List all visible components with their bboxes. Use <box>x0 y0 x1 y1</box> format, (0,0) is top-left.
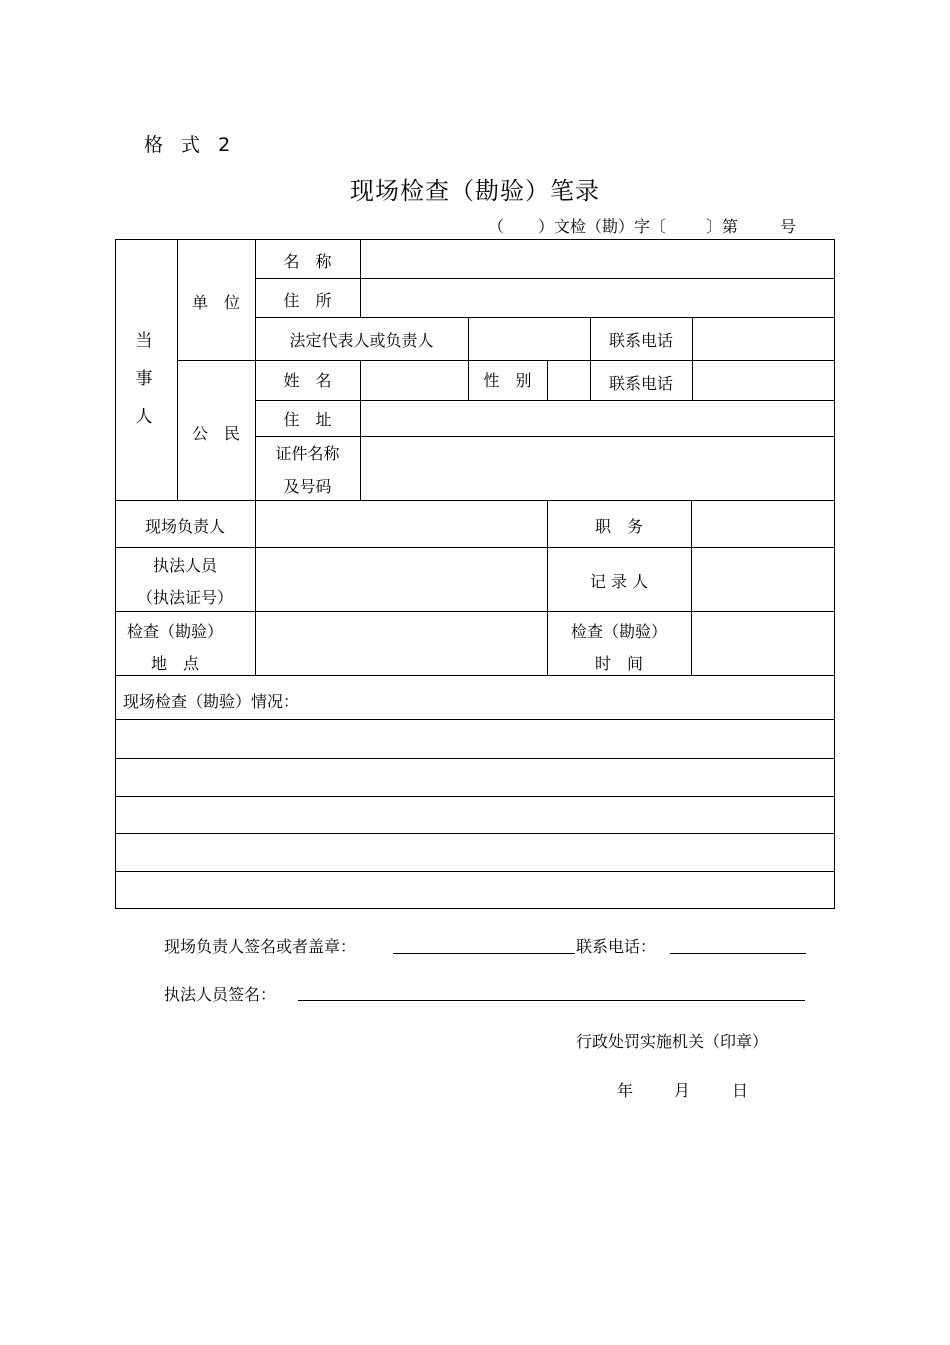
officer-label-line1: 执法人员 <box>152 556 217 575</box>
citizen-gender-label: 性 别 <box>483 371 532 390</box>
officer-label-line2: （执法证号） <box>136 588 233 607</box>
doc-number-suffix: 号 <box>780 217 797 236</box>
time-label-line1: 检查（勘验） <box>570 622 667 641</box>
officer-sign-label: 执法人员签名： <box>164 985 277 1004</box>
place-label-line2: 地 点 <box>150 654 199 673</box>
format-label: 格 式 2 <box>144 134 237 156</box>
officer-sign-line[interactable] <box>298 1000 805 1001</box>
unit-address-label: 住 所 <box>283 290 332 310</box>
recorder-label: 记 录 人 <box>589 572 649 591</box>
legal-rep-label: 法定代表人或负责人 <box>289 331 434 350</box>
citizen-phone-label: 联系电话 <box>608 374 673 393</box>
authority-label: 行政处罚实施机关（印章） <box>576 1032 769 1051</box>
citizen-address-label: 住 址 <box>283 410 332 429</box>
doc-number-seq: 〕第 <box>706 217 739 236</box>
document-number <box>488 214 796 237</box>
citizen-name-label: 姓 名 <box>283 371 332 390</box>
date-day: 日 <box>732 1081 749 1100</box>
manager-sign-label: 现场负责人签名或者盖章： <box>164 937 357 956</box>
footer-phone-line[interactable] <box>670 953 806 954</box>
page-title: 现场检查（勘验）笔录 <box>350 177 600 205</box>
doc-number-open: （ <box>488 217 505 236</box>
place-label-line1: 检查（勘验） <box>126 622 223 641</box>
unit-phone-label: 联系电话 <box>608 331 673 350</box>
situation-label: 现场检查（勘验）情况： <box>123 692 300 711</box>
party-label: 当 事 人 <box>135 331 153 427</box>
id-label-line1: 证件名称 <box>275 444 340 463</box>
unit-label: 单 位 <box>191 293 240 312</box>
manager-sign-line[interactable] <box>393 953 575 954</box>
date-year: 年 <box>617 1081 634 1100</box>
time-label-line2: 时 间 <box>594 654 643 673</box>
footer-phone-label: 联系电话： <box>576 937 657 956</box>
date-month: 月 <box>674 1081 691 1100</box>
id-label-line2: 及号码 <box>283 477 332 496</box>
site-manager-label: 现场负责人 <box>144 516 225 536</box>
citizen-label: 公 民 <box>191 424 240 443</box>
position-label: 职 务 <box>594 516 643 536</box>
doc-number-type: ）文检（勘）字〔 <box>538 217 667 236</box>
unit-name-label: 名 称 <box>283 251 332 271</box>
